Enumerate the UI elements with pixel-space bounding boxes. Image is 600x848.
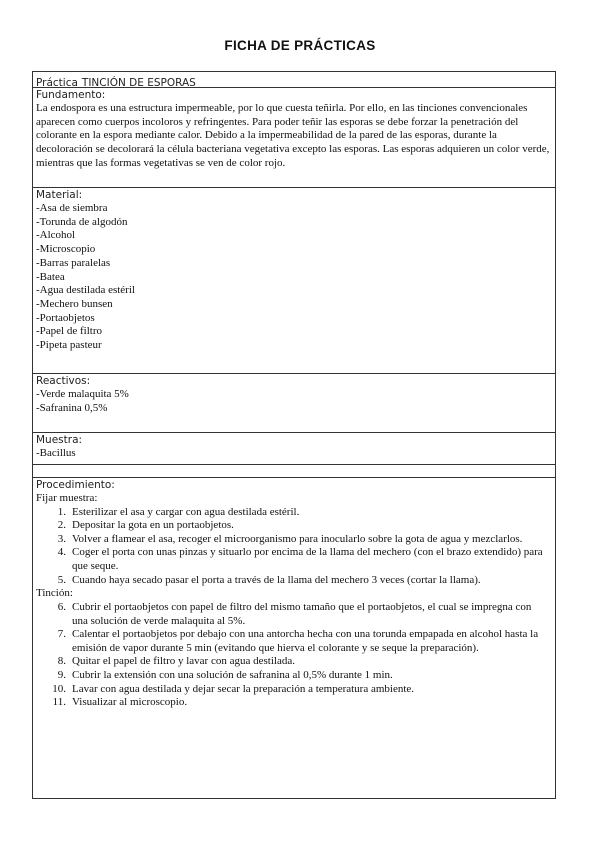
material-item: -Portaobjetos: [36, 311, 95, 324]
step-item: 3. Volver a flamear el asa, recoger el microorganismo para inocularlo sobre la gota de agua y mezclarlos.: [57, 532, 523, 545]
practica-value: TINCIÓN DE ESPORAS: [81, 77, 196, 89]
fundamento-label: Fundamento:: [36, 89, 106, 101]
muestra-section: [33, 433, 555, 465]
step-item: 10. Lavar con agua destilada y dejar secar la preparación a temperatura ambiente.: [52, 682, 415, 695]
blank-row: [33, 465, 555, 478]
material-item: -Torunda de algodón: [36, 215, 128, 228]
material-item: -Alcohol: [36, 229, 76, 242]
reactivos-list: [36, 388, 552, 415]
fijar-steps-list: [36, 506, 552, 588]
practica-section: [33, 72, 555, 88]
reactivos-label: Reactivos:: [36, 375, 91, 387]
practica-label: Práctica: [36, 77, 78, 89]
fundamento-section: [33, 88, 555, 188]
step-item: 5. Cuando haya secado pasar el porta a través de la llama del mechero 3 veces (cortar la llama).: [57, 573, 481, 586]
material-label: Material:: [36, 189, 83, 201]
material-section: [33, 188, 555, 374]
tincion-steps-list: [36, 601, 552, 710]
material-item: -Asa de siembra: [36, 202, 108, 214]
material-item: -Mechero bunsen: [36, 297, 113, 310]
step-item: 4. Coger el porta con unas pinzas y situarlo por encima de la llama del mechero (con el brazo extendido) para que seque.: [57, 546, 543, 573]
material-item: -Agua destilada estéril: [36, 284, 135, 297]
step-item: 2. Depositar la gota en un portaobjetos.: [57, 519, 234, 532]
procedimiento-section: [33, 478, 555, 798]
practice-sheet: [32, 71, 556, 799]
material-item: -Pipeta pasteur: [36, 339, 102, 352]
step-item: 8. Quitar el papel de filtro y lavar con agua destilada.: [57, 655, 295, 668]
material-item: -Papel de filtro: [36, 325, 102, 338]
procedimiento-label: Procedimiento:: [36, 479, 115, 491]
material-item: -Microscopio: [36, 243, 96, 256]
page-title: FICHA DE PRÁCTICAS: [224, 38, 376, 53]
muestra-label: Muestra:: [36, 434, 83, 446]
fundamento-text: La endospora es una estructura impermeable, por lo que cuesta teñirla. Por ello, en las tinciones convencionales aparecen como cuerpos incoloros y refringentes. Para poder teñir las esporas se debe forzar la penetración del colorante en la espora mediante calor. Debido a la impermeabilidad de la pared de las esporas, durante la decoloración se decolorará la célula bacteriana vegetativa excepto las esporas. Las esporas adquieren un color verde, mientras que las formas vegetativas se ven de color rojo.: [36, 102, 550, 169]
tincion-label: Tinción:: [36, 587, 73, 600]
material-item: -Batea: [36, 270, 65, 283]
material-item: -Barras paralelas: [36, 256, 111, 269]
step-item: 1. Esterilizar el asa y cargar con agua destilada estéril.: [57, 505, 300, 518]
step-item: 11. Visualizar al microscopio.: [52, 696, 188, 709]
reactivo-item: -Safranina 0,5%: [36, 401, 108, 414]
muestra-list: [36, 447, 552, 461]
step-item: 7. Calentar el portaobjetos por debajo con una antorcha hecha con una torunda empapada en alcohol hasta la emisión de vapor durante 5 min (evitando que hierva el colorante y se seque la preparación).: [57, 628, 539, 654]
fijar-muestra-label: Fijar muestra:: [36, 492, 98, 504]
material-list: [36, 202, 552, 353]
muestra-item: -Bacillus: [36, 447, 76, 459]
reactivo-item: -Verde malaquita 5%: [36, 388, 129, 400]
step-item: 9. Cubrir la extensión con una solución de safranina al 0,5% durante 1 min.: [57, 668, 393, 681]
step-item: 6. Cubrir el portaobjetos con papel de filtro del mismo tamaño que el portaobjetos, el cual se impregna con una solución de verde malaquita al 5%.: [57, 600, 532, 627]
reactivos-section: [33, 374, 555, 433]
